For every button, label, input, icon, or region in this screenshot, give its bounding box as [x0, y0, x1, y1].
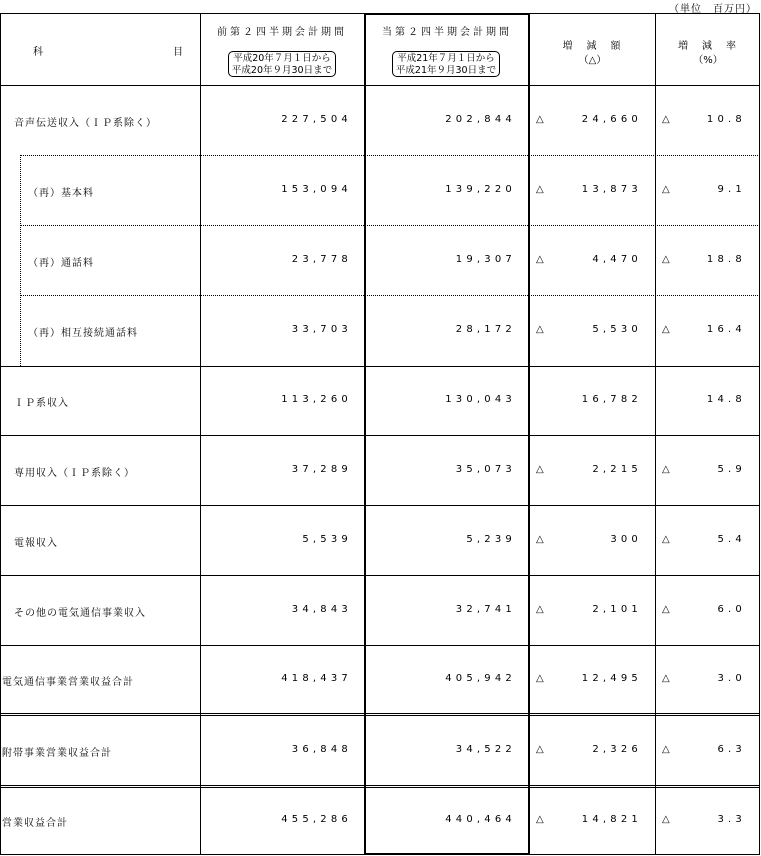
row-diff-value: 12,495: [581, 673, 642, 684]
row-rate-value: 9.1: [717, 184, 746, 195]
row-rate-value: 5.9: [717, 464, 746, 475]
header-change-amount: 増 減 額: [562, 41, 623, 52]
prev-range-start: 平成20年７月１日から: [233, 53, 331, 64]
row-diff-value: 14,821: [581, 814, 642, 825]
row-prev-value: 418,437: [281, 673, 352, 684]
row-prev-value: 33,703: [291, 324, 352, 335]
row-label: 電気通信事業営業収益合計: [2, 677, 134, 688]
row-prev-value: 153,094: [281, 184, 352, 195]
revenue-table: [0, 13, 760, 855]
unit-note: （単位 百万円）: [669, 4, 757, 15]
row-rate-value: 6.3: [717, 744, 746, 755]
row-curr-value: 5,239: [466, 534, 516, 545]
header-subject: 科 目: [33, 47, 187, 58]
row-diff-value: 300: [610, 534, 642, 545]
row-diff-value: 5,530: [592, 324, 642, 335]
row-diff-value: 4,470: [592, 254, 642, 265]
row-rate-sign: △: [662, 673, 670, 684]
row-label: （再）相互接続通話料: [28, 328, 138, 339]
row-label: ＩＰ系収入: [14, 398, 69, 409]
row-label: その他の電気通信事業収入: [14, 608, 146, 619]
row-rate-sign: △: [662, 814, 670, 825]
row-prev-value: 455,286: [281, 814, 352, 825]
row-label: 附帯事業営業収益合計: [2, 748, 112, 759]
row-rate-value: 10.8: [706, 114, 746, 125]
row-diff-value: 24,660: [581, 114, 642, 125]
row-rate-sign: △: [662, 324, 670, 335]
prev-range-end: 平成20年９月30日まで: [231, 65, 333, 76]
row-label: 専用収入（ＩＰ系除く）: [14, 468, 135, 479]
row-diff-sign: △: [536, 464, 544, 475]
row-curr-value: 139,220: [445, 184, 516, 195]
row-rate-sign: △: [662, 114, 670, 125]
row-label: （再）通話料: [28, 258, 94, 269]
row-diff-value: 2,215: [592, 464, 642, 475]
row-prev-value: 227,504: [281, 114, 352, 125]
row-label: 電報収入: [14, 538, 58, 549]
row-rate-sign: △: [662, 184, 670, 195]
row-curr-value: 32,741: [455, 604, 516, 615]
row-prev-value: 36,848: [291, 744, 352, 755]
header-change-amount-note: （△）: [578, 55, 607, 66]
header-prev-period: 前第２四半期会計期間: [217, 27, 347, 38]
header-curr-period: 当第２四半期会計期間: [382, 27, 512, 38]
row-diff-sign: △: [536, 604, 544, 615]
row-curr-value: 35,073: [455, 464, 516, 475]
row-prev-value: 34,843: [291, 604, 352, 615]
row-curr-value: 34,522: [455, 744, 516, 755]
row-diff-sign: △: [536, 114, 544, 125]
row-diff-sign: △: [536, 673, 544, 684]
row-prev-value: 23,778: [291, 254, 352, 265]
row-curr-value: 202,844: [445, 114, 516, 125]
row-diff-value: 13,873: [581, 184, 642, 195]
row-diff-sign: △: [536, 184, 544, 195]
row-rate-value: 14.8: [706, 394, 746, 405]
row-rate-sign: △: [662, 604, 670, 615]
row-diff-sign: △: [536, 254, 544, 265]
row-label: （再）基本料: [28, 188, 94, 199]
row-curr-value: 440,464: [445, 814, 516, 825]
row-rate-value: 3.3: [717, 814, 746, 825]
row-diff-sign: △: [536, 534, 544, 545]
row-label: 音声伝送収入（ＩＰ系除く）: [14, 118, 157, 129]
row-curr-value: 19,307: [455, 254, 516, 265]
row-label: 営業収益合計: [2, 818, 68, 829]
row-rate-value: 16.4: [706, 324, 746, 335]
row-diff-value: 16,782: [581, 394, 642, 405]
row-prev-value: 113,260: [281, 394, 352, 405]
row-curr-value: 405,942: [445, 673, 516, 684]
row-prev-value: 5,539: [302, 534, 352, 545]
row-rate-value: 3.0: [717, 673, 746, 684]
row-prev-value: 37,289: [291, 464, 352, 475]
row-diff-value: 2,326: [592, 744, 642, 755]
row-diff-sign: △: [536, 324, 544, 335]
row-rate-sign: △: [662, 744, 670, 755]
row-diff-sign: △: [536, 744, 544, 755]
row-diff-sign: △: [536, 814, 544, 825]
row-curr-value: 28,172: [455, 324, 516, 335]
header-change-rate: 増 減 率: [678, 41, 738, 52]
curr-range-start: 平成21年７月１日から: [397, 53, 495, 64]
row-rate-value: 18.8: [706, 254, 746, 265]
row-rate-sign: △: [662, 534, 670, 545]
row-diff-value: 2,101: [592, 604, 642, 615]
curr-range-end: 平成21年９月30日まで: [395, 65, 497, 76]
header-prev-range: [228, 51, 336, 77]
row-rate-sign: △: [662, 464, 670, 475]
row-rate-sign: △: [662, 254, 670, 265]
row-rate-value: 6.0: [717, 604, 746, 615]
row-rate-value: 5.4: [717, 534, 746, 545]
header-curr-range: [392, 51, 500, 77]
row-curr-value: 130,043: [445, 394, 516, 405]
header-change-rate-note: （%）: [693, 55, 723, 66]
